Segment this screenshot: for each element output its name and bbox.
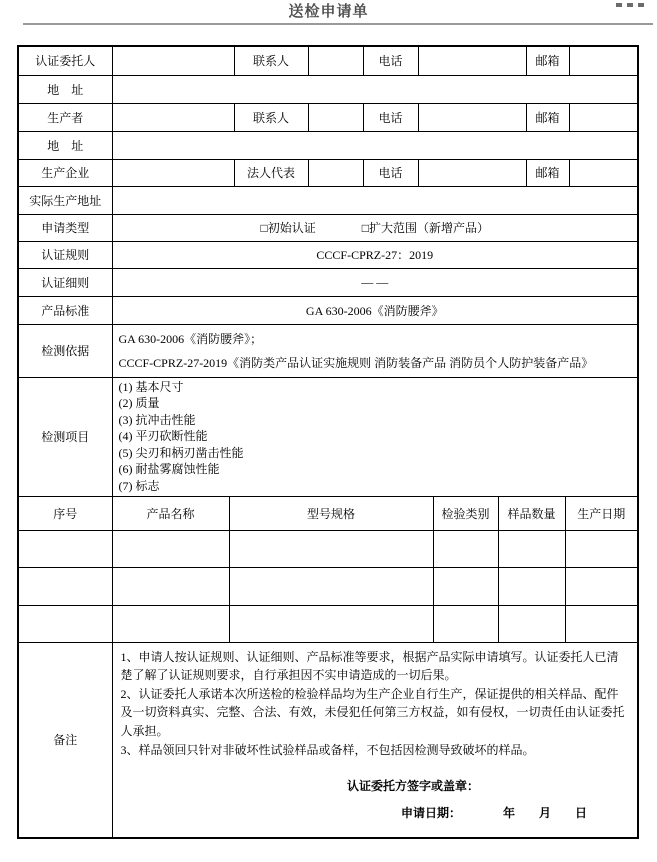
application-date-line[interactable]: 申请日期： 年 月 日 [401,806,588,821]
test-item: (6) 耐盐雾腐蚀性能 [118,462,220,477]
application-type-options-cell [112,214,638,241]
test-basis-row [18,324,638,377]
legal-rep-label: 法人代表 [234,159,308,186]
remarks-label: 备注 [18,642,112,838]
remarks-row [18,642,638,838]
applicant-email-field[interactable] [569,46,638,75]
test-items-label: 检测项目 [18,377,112,496]
actual-production-address-field[interactable] [112,186,638,214]
product-standard-value: GA 630-2006《消防腰斧》 [112,296,638,324]
header-production-date: 生产日期 [565,496,638,530]
header-sample-quantity: 样品数量 [498,496,565,530]
certification-detail-value: — — [112,268,638,296]
product-table-row [18,530,638,567]
producer-contact-field[interactable] [308,103,363,131]
test-item: (3) 抗冲击性能 [118,412,196,427]
test-basis-content [112,324,638,377]
test-basis-line: GA 630-2006《消防腰斧》； [118,331,263,346]
producer-address-row [18,131,638,159]
application-form-table [17,45,639,839]
sample-quantity-cell[interactable] [498,605,565,642]
header-model-spec: 型号规格 [229,496,433,530]
application-type-label: 申请类型 [18,214,112,241]
producer-address-field[interactable] [112,131,638,159]
certification-detail-row [18,268,638,296]
producer-phone-field[interactable] [418,103,526,131]
production-date-cell[interactable] [565,530,638,567]
header-product-name: 产品名称 [112,496,229,530]
serial-number-cell[interactable] [18,567,112,605]
producer-row [18,103,638,131]
manufacturer-label: 生产企业 [18,159,112,186]
actual-production-address-row [18,186,638,214]
page-edge-text-fragment [616,3,648,7]
manufacturer-row [18,159,638,186]
product-table-row [18,567,638,605]
test-items-content [112,377,638,496]
production-date-cell[interactable] [565,567,638,605]
product-name-cell[interactable] [112,567,229,605]
test-item: (7) 标志 [118,479,160,494]
applicant-row [18,46,638,75]
manufacturer-name-field[interactable] [112,159,234,186]
test-basis-line: CCCF-CPRZ-27-2019《消防类产品认证实施规则 消防装备产品 消防员个人防护装备产品》 [118,355,594,370]
producer-name-field[interactable] [112,103,234,131]
remarks-content [112,642,638,838]
product-table-header-row [18,496,638,530]
test-item: (4) 平刃砍断性能 [118,429,208,444]
signature-or-seal-line[interactable]: 认证委托方签字或盖章： [347,779,480,794]
manufacturer-email-field[interactable] [569,159,638,186]
applicant-label: 认证委托人 [18,46,112,75]
manufacturer-email-label: 邮箱 [526,159,569,186]
applicant-contact-label: 联系人 [234,46,308,75]
initial-certification-checkbox[interactable]: □初始认证 [260,221,316,235]
inspection-category-cell[interactable] [433,605,498,642]
applicant-address-field[interactable] [112,75,638,103]
applicant-email-label: 邮箱 [526,46,569,75]
product-name-cell[interactable] [112,530,229,567]
remarks-paragraph: 3、样品领回只针对非破坏性试验样品或备样，不包括因检测导致破坏的样品。 [120,742,535,757]
producer-address-label: 地 址 [18,131,112,159]
remarks-paragraph: 1、申请人按认证规则、认证细则、产品标准等要求，根据产品实际申请填写。认证委托人已清楚了解了认证规则要求，自行承担因不实申请造成的一切后果。 [120,649,619,683]
header-inspection-category: 检验类别 [433,496,498,530]
model-spec-cell[interactable] [229,567,433,605]
test-item: (2) 质量 [118,396,160,411]
sample-quantity-cell[interactable] [498,567,565,605]
applicant-phone-field[interactable] [418,46,526,75]
page-title: 送检申请单 [288,4,369,20]
certification-rule-row [18,241,638,268]
actual-production-address-label: 实际生产地址 [18,186,112,214]
applicant-contact-field[interactable] [308,46,363,75]
product-standard-row [18,296,638,324]
expand-scope-checkbox[interactable]: □扩大范围（新增产品） [361,221,490,235]
product-table-row [18,605,638,642]
test-item: (1) 基本尺寸 [118,379,184,394]
application-type-row [18,214,638,241]
producer-phone-label: 电话 [363,103,418,131]
remarks-paragraph: 2、认证委托人承诺本次所送检的检验样品均为生产企业自行生产，保证提供的相关样品、配件及一切资料真实、完整、合法、有效，未侵犯任何第三方权益，如有侵权，一切责任由认证委托人承担。 [120,686,625,739]
inspection-category-cell[interactable] [433,530,498,567]
serial-number-cell[interactable] [18,605,112,642]
manufacturer-phone-field[interactable] [418,159,526,186]
product-standard-label: 产品标准 [18,296,112,324]
producer-email-label: 邮箱 [526,103,569,131]
test-item: (5) 尖刃和柄刃凿击性能 [118,445,244,460]
model-spec-cell[interactable] [229,530,433,567]
applicant-address-row [18,75,638,103]
test-items-row [18,377,638,496]
producer-email-field[interactable] [569,103,638,131]
serial-number-cell[interactable] [18,530,112,567]
producer-contact-label: 联系人 [234,103,308,131]
certification-rule-value: CCCF-CPRZ-27：2019 [112,241,638,268]
certification-detail-label: 认证细则 [18,268,112,296]
header-serial-number: 序号 [18,496,112,530]
applicant-name-field[interactable] [112,46,234,75]
manufacturer-phone-label: 电话 [363,159,418,186]
applicant-phone-label: 电话 [363,46,418,75]
legal-rep-field[interactable] [308,159,363,186]
title-divider [23,23,653,25]
applicant-address-label: 地 址 [18,75,112,103]
test-basis-label: 检测依据 [18,324,112,377]
model-spec-cell[interactable] [229,605,433,642]
inspection-category-cell[interactable] [433,567,498,605]
production-date-cell[interactable] [565,605,638,642]
sample-quantity-cell[interactable] [498,530,565,567]
product-name-cell[interactable] [112,605,229,642]
producer-label: 生产者 [18,103,112,131]
certification-rule-label: 认证规则 [18,241,112,268]
